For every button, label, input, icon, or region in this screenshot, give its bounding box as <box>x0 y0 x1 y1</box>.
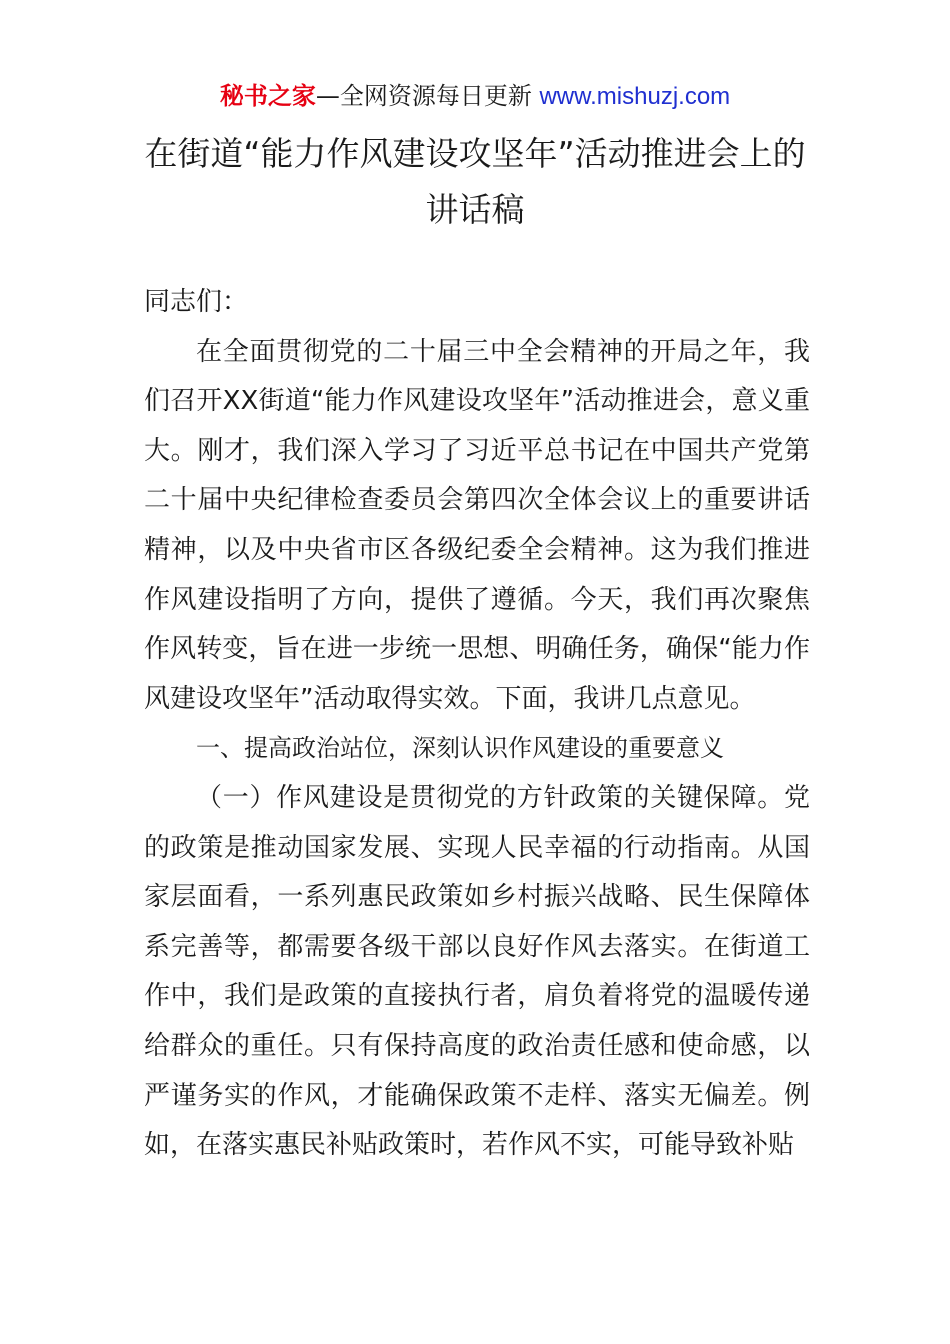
section-heading: 一、提高政治站位，深刻认识作风建设的重要意义 <box>196 734 724 763</box>
salutation: 同志们： <box>144 287 249 317</box>
document-body <box>144 278 810 1171</box>
site-url[interactable]: www.mishuzj.com <box>539 83 731 110</box>
header-tagline: —全网资源每日更新 <box>315 82 540 110</box>
subsection-paragraph: （一）作风建设是贯彻党的方针政策的关键保障。党的政策是推动国家发展、实现人民幸福的行动指南。从国家层面看，一系列惠民政策如乡村振兴战略、民生保障体系完善等，都需要各级干部以良好作风去落实。在街道工作中，我们是政策的直接执行者，肩负着将党的温暖传递给群众的重任。只有保持高度的政治责任感和使命感，以严谨务实的作风，才能确保政策不走样、落实无偏差。例如，在落实惠民补贴政策时，若作风不实，可能导致补贴 <box>144 782 810 1161</box>
intro-paragraph: 在全面贯彻党的二十届三中全会精神的开局之年，我们召开XX街道“能力作风建设攻坚年”活动推进会，意义重大。刚才，我们深入学习了习近平总书记在中国共产党第二十届中央纪律检查委员会第四次全体会议上的重要讲话精神，以及中央省市区各级纪委全会精神。这为我们推进作风建设指明了方向，提供了遵循。今天，我们再次聚焦作风转变，旨在进一步统一思想、明确任务，确保“能力作风建设攻坚年”活动取得实效。下面，我讲几点意见。 <box>144 336 810 714</box>
site-header <box>0 80 950 113</box>
brand-name: 秘书之家 <box>219 82 316 110</box>
document-title: 在街道“能力作风建设攻坚年”活动推进会上的讲话稿 <box>144 134 806 229</box>
